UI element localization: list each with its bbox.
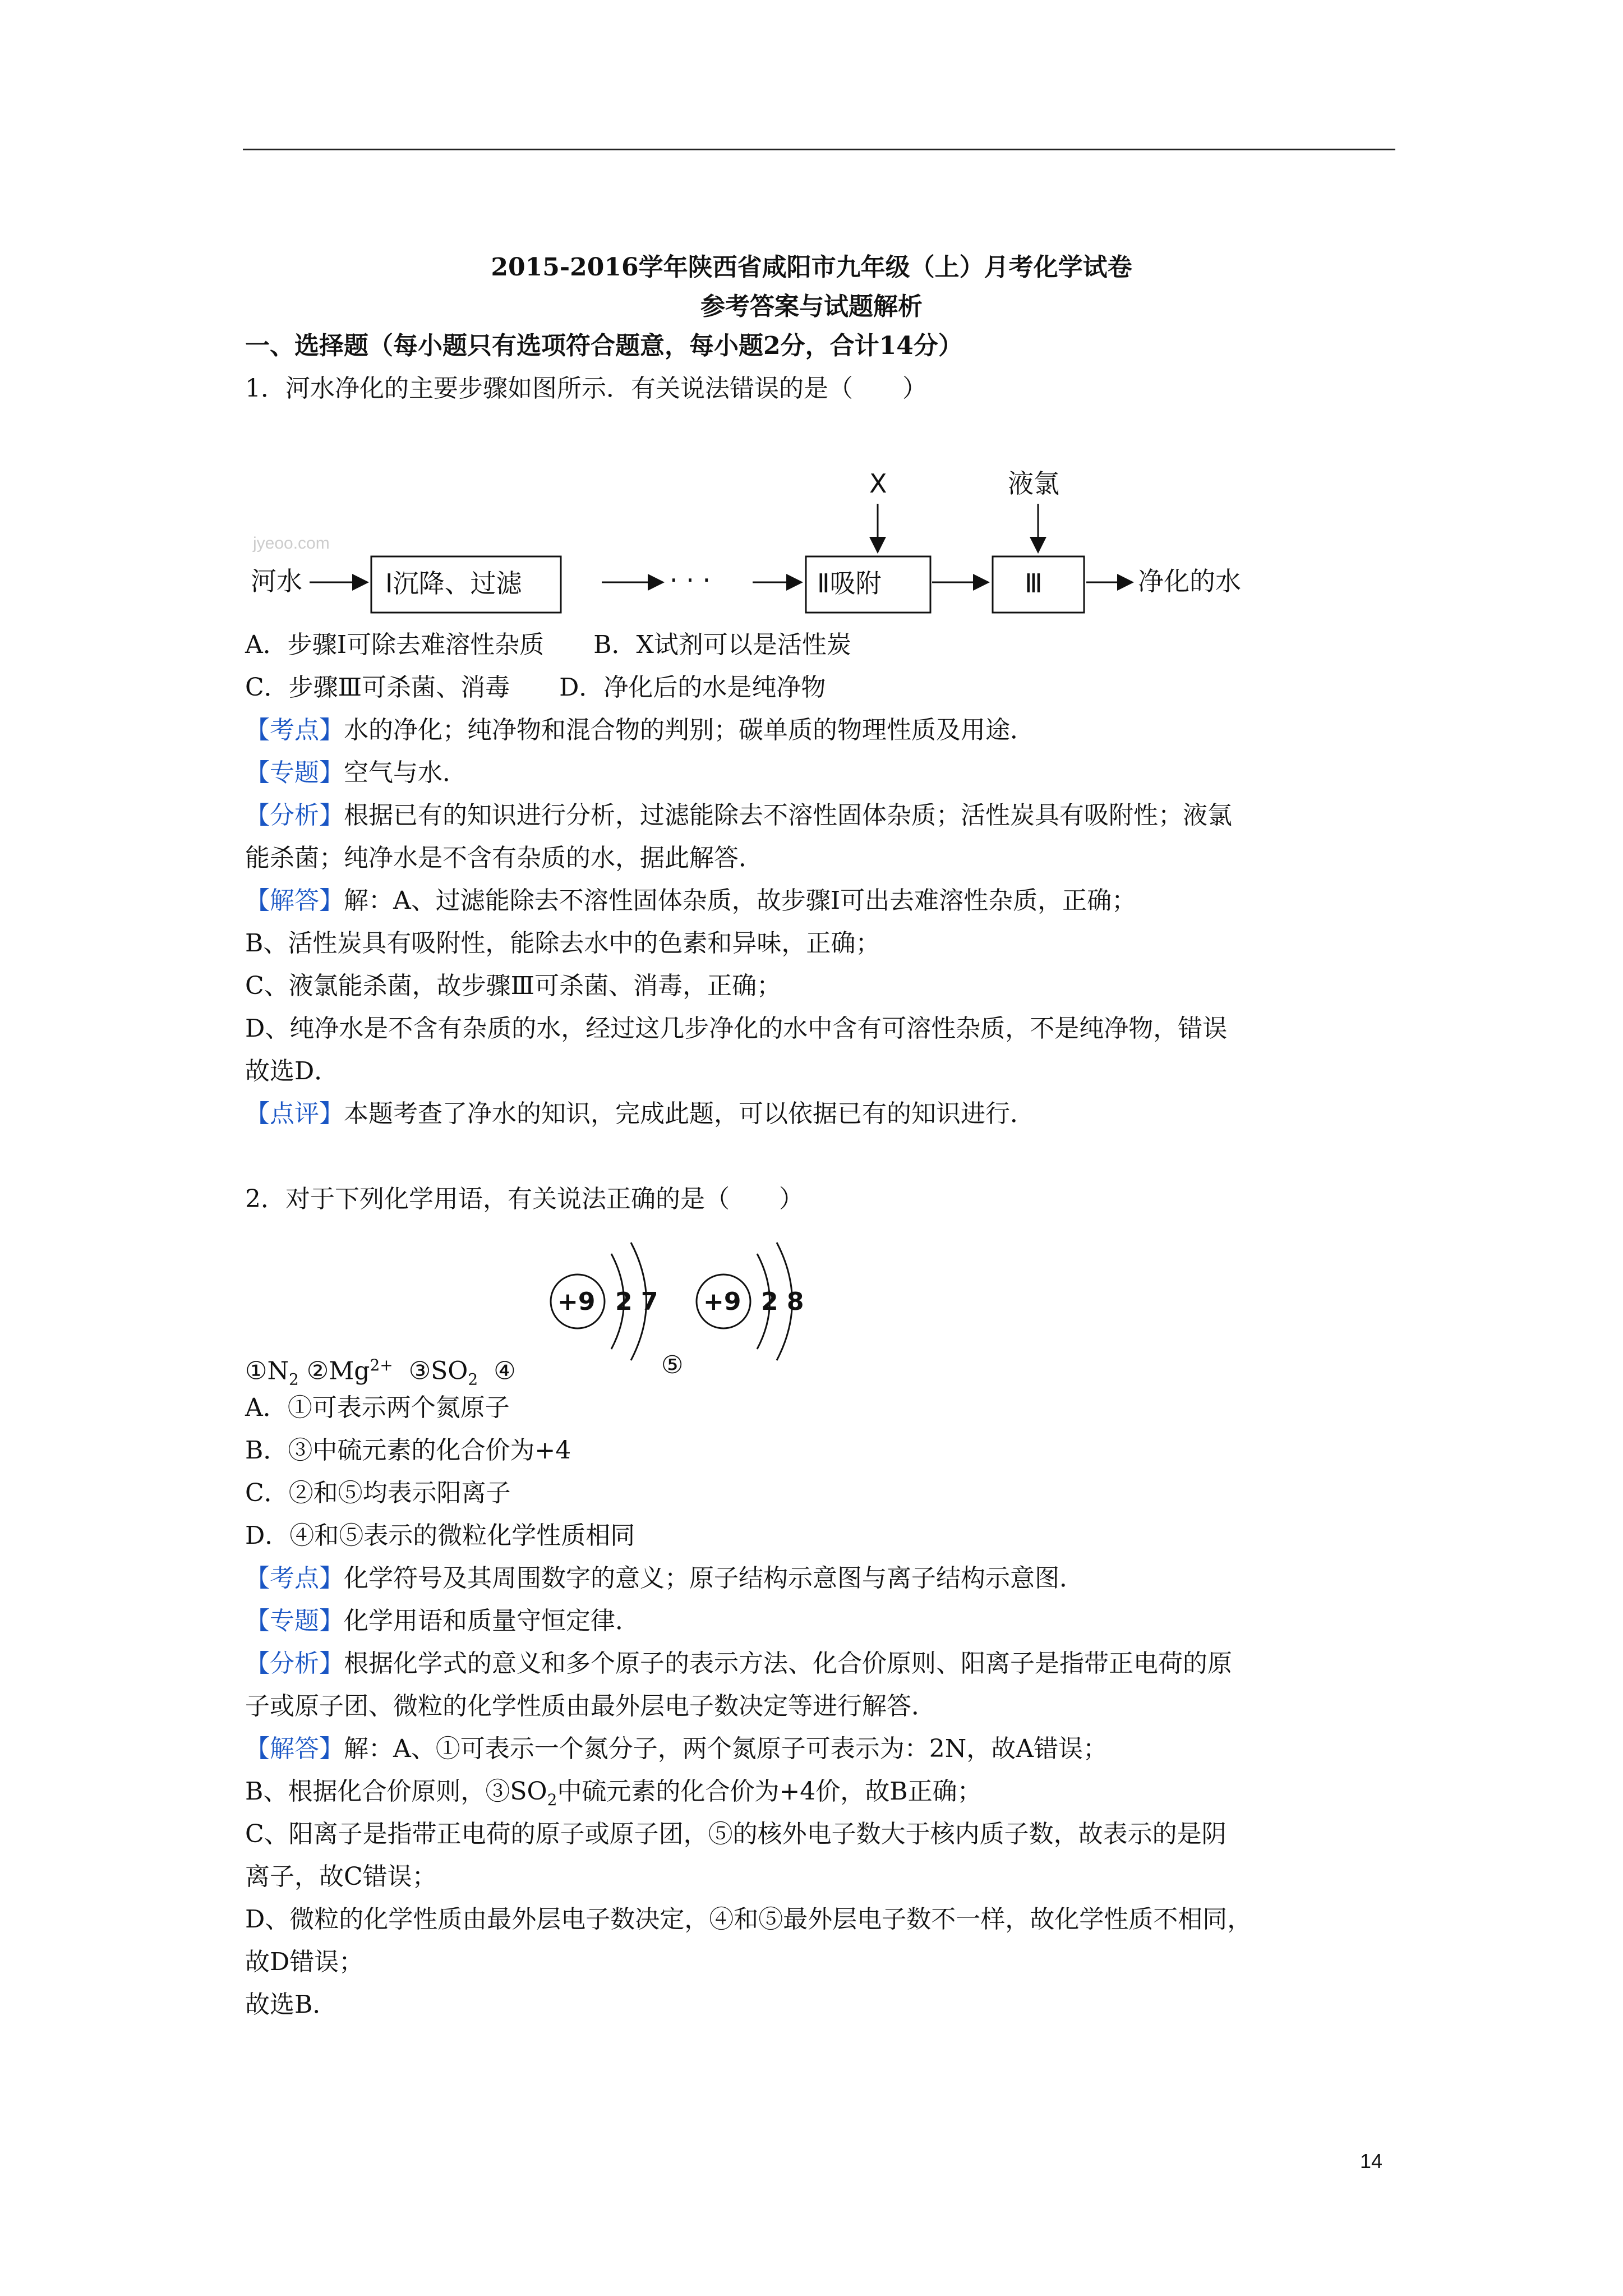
symbol-5: ⑤ (661, 1351, 684, 1379)
q1-kaodian-tag: 【考点】 (245, 716, 344, 744)
q1-option-ab: A．步骤Ⅰ可除去难溶性杂质 B．X试剂可以是活性炭 (245, 631, 851, 659)
watermark: jyeoo.com (253, 534, 330, 553)
atom4-nucleus: +9 (557, 1287, 596, 1316)
q2-answer: 故选B． (245, 1990, 338, 2019)
q2-fenxi (245, 1647, 1232, 1681)
q2-fenxi-text: 根据化学式的意义和多个原子的表示方法、化合价原则、阳离子是指带正电荷的原 (344, 1649, 1232, 1678)
atom-structure-5 (697, 1243, 804, 1360)
q1-kaodian (245, 714, 1035, 747)
q1-kaodian-text: 水的净化；纯净物和混合物的判别；碳单质的物理性质及用途． (344, 716, 1035, 744)
q1-jieda-d: D、纯净水是不含有杂质的水，经过这几步净化的水中含有可溶性杂质，不是纯净物，错误 (245, 1014, 1228, 1043)
q1-zhuanti (245, 756, 467, 790)
step2-label: Ⅱ吸附 (817, 568, 882, 599)
doc-subtitle: 参考答案与试题解析 (700, 292, 923, 321)
section-heading: 一、选择题（每小题只有选项符合题意，每小题2分，合计14分） (245, 332, 963, 360)
header-rule (243, 149, 1395, 150)
step3-label: Ⅲ (1025, 568, 1043, 599)
purified-water-label: 净化的水 (1138, 566, 1241, 596)
q2-kaodian (245, 1562, 1084, 1595)
symbol-4: ④ (494, 1356, 516, 1386)
q2-jieda-text: 解：A、①可表示一个氮分子，两个氮原子可表示为：2N，故A错误； (344, 1734, 1108, 1763)
q1-fenxi (245, 799, 1232, 832)
symbol-2-sup: 2+ (370, 1356, 393, 1374)
q1-zhuanti-tag: 【专题】 (245, 758, 344, 787)
doc-title: 2015-2016学年陕西省咸阳市九年级（上）月考化学试卷 (491, 253, 1132, 282)
liquid-chlorine-label: 液氯 (1008, 468, 1059, 499)
q1-jieda-tag: 【解答】 (245, 886, 344, 915)
q1-dianping (245, 1097, 1035, 1131)
q2-fenxi-line2: 子或原子团、微粒的化学性质由最外层电子数决定等进行解答． (245, 1692, 936, 1720)
q1-jieda-text: 解：A、过滤能除去不溶性固体杂质，故步骤Ⅰ可出去难溶性杂质，正确； (344, 886, 1137, 915)
page-number: 14 (1360, 2150, 1383, 2173)
symbol-2: ②Mg (306, 1356, 370, 1386)
atom4-shells: 2 7 (615, 1287, 658, 1316)
ellipsis: · · · (670, 565, 711, 595)
q2-stem: 2．对于下列化学用语，有关说法正确的是（ ） (245, 1185, 804, 1213)
q2-jieda-b (245, 1775, 982, 1817)
q1-fenxi-line2: 能杀菌；纯净水是不含有杂质的水，据此解答． (245, 844, 763, 872)
symbol-3-sub: 2 (468, 1370, 478, 1389)
q2-fenxi-tag: 【分析】 (245, 1649, 344, 1678)
q2-jieda-c-cont: 离子，故C错误； (245, 1862, 437, 1891)
atom5-shells: 2 8 (761, 1287, 804, 1316)
q2-option-c: C．②和⑤均表示阳离子 (245, 1479, 511, 1507)
q1-dianping-text: 本题考查了净水的知识，完成此题，可以依据已有的知识进行． (344, 1099, 1035, 1128)
q2-symbols (245, 1349, 684, 1396)
q2-zhuanti (245, 1604, 640, 1638)
q2-kaodian-tag: 【考点】 (245, 1564, 344, 1593)
q2-zhuanti-tag: 【专题】 (245, 1607, 344, 1635)
q1-fenxi-text: 根据已有的知识进行分析，过滤能除去不溶性固体杂质；活性炭具有吸附性；液氯 (344, 801, 1232, 830)
step1-label: Ⅰ沉降、过滤 (385, 568, 522, 599)
q2-kaodian-text: 化学符号及其周围数字的意义；原子结构示意图与离子结构示意图． (344, 1564, 1084, 1593)
q2-option-b: B．③中硫元素的化合价为+4 (245, 1436, 571, 1465)
q1-fenxi-tag: 【分析】 (245, 801, 344, 830)
q2-jieda-b-part2: 中硫元素的化合价为+4价，故B正确； (557, 1777, 982, 1806)
q1-answer: 故选D． (245, 1057, 339, 1085)
q2-jieda-b-part1: B、根据化合价原则，③SO (245, 1777, 547, 1806)
q2-jieda-c: C、阳离子是指带正电荷的原子或原子团，⑤的核外电子数大于核内质子数，故表示的是阴 (245, 1820, 1227, 1848)
q2-jieda-b-sub: 2 (547, 1790, 557, 1809)
reagent-x-label: X (869, 468, 887, 499)
symbol-3: ③SO (408, 1356, 468, 1386)
symbol-1: ①N (245, 1356, 289, 1386)
atom5-nucleus: +9 (703, 1287, 741, 1316)
q1-jieda-c: C、液氯能杀菌，故步骤Ⅲ可杀菌、消毒，正确； (245, 972, 782, 1000)
q2-jieda-d: D、微粒的化学性质由最外层电子数决定，④和⑤最外层电子数不一样，故化学性质不相同， (245, 1905, 1252, 1934)
q1-jieda-b: B、活性炭具有吸附性，能除去水中的色素和异味，正确； (245, 929, 880, 958)
q2-jieda-tag: 【解答】 (245, 1734, 344, 1763)
symbol-1-sub: 2 (288, 1370, 299, 1389)
river-water-label: 河水 (251, 566, 302, 596)
q2-option-d: D．④和⑤表示的微粒化学性质相同 (245, 1521, 635, 1550)
q1-purification-diagram (245, 460, 1311, 628)
atom-structure-4 (551, 1243, 658, 1360)
q1-zhuanti-text: 空气与水． (344, 758, 467, 787)
q2-jieda (245, 1732, 1108, 1766)
q1-dianping-tag: 【点评】 (245, 1099, 344, 1128)
q2-atom-diagrams (538, 1228, 830, 1386)
q1-option-cd: C．步骤Ⅲ可杀菌、消毒 D．净化后的水是纯净物 (245, 673, 826, 702)
q2-jieda-d-cont: 故D错误； (245, 1948, 364, 1976)
q2-option-a: A．①可表示两个氮原子 (245, 1393, 510, 1422)
q1-jieda (245, 884, 1136, 918)
q2-zhuanti-text: 化学用语和质量守恒定律． (344, 1607, 640, 1635)
q1-stem: 1．河水净化的主要步骤如图所示．有关说法错误的是（ ） (245, 374, 927, 403)
